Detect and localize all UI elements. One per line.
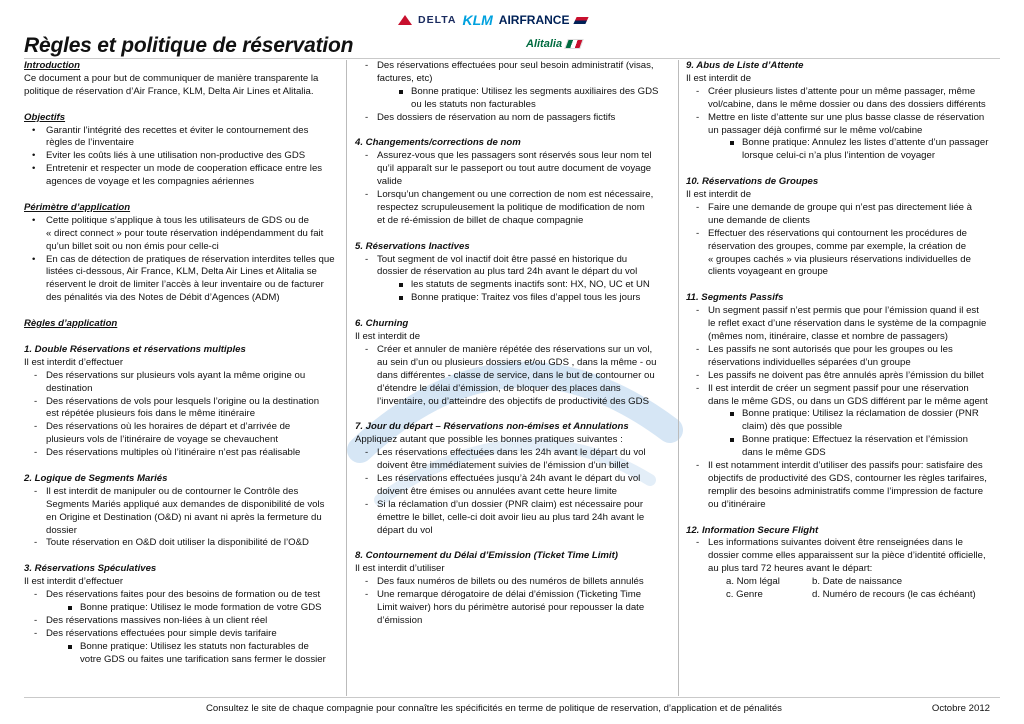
list-item: - Les informations suivantes doivent être renseignées dans le dossier comme elles apparaissent sur la pièce d’identité officielle, au plus tard 72 heures avant le départ: bbox=[686, 537, 1004, 576]
list-item: - Les passifs ne doivent pas être annulés après l’émission du billet bbox=[686, 370, 1004, 383]
list-item: - Des réservations effectuées pour simple devis tarifaire bbox=[24, 628, 342, 641]
good-practice-item: Bonne pratique: Utilisez les statuts non facturables de votre GDS ou faites une tarification sans fermer le dossier bbox=[24, 641, 342, 667]
good-practice-item: Bonne pratique: Traitez vos files d’appel tous les jours bbox=[355, 292, 673, 305]
field-label: a. Nom légal bbox=[726, 576, 780, 588]
list-item: - Une remarque dérogatoire de délai d’émission (Ticketing Time Limit waiver) hors du périmètre autorisé pour repousser la date d’émission bbox=[355, 589, 673, 628]
good-practice-item: Bonne pratique: Effectuez la réservation et l’émission dans le même GDS bbox=[686, 434, 1004, 460]
field-label: d. Numéro de recours (le cas échéant) bbox=[812, 589, 976, 601]
alitalia-flag-icon bbox=[564, 39, 584, 49]
delta-triangle-icon bbox=[398, 15, 412, 25]
list-item: - Des réservations où les horaires de départ et d’arrivée de plusieurs vols de l’itinéraire de voyage se chevauchent bbox=[24, 421, 342, 447]
list-item: • Entretenir et respecter un mode de cooperation efficace entre les agences de voyage et les compagnies aériennes bbox=[24, 163, 342, 189]
list-item: - Un segment passif n’est permis que pour l’émission quand il est le reflet exact d’une réservation dans le système de la compagnie (mêmes nom, itinéraire, classe et nombre de passagers) bbox=[686, 305, 1004, 344]
page-title: Règles et politique de réservation bbox=[24, 34, 354, 57]
logo-row-top bbox=[398, 12, 598, 28]
column-divider bbox=[346, 60, 347, 696]
footer-text: Consultez le site de chaque compagnie pour connaître les spécificités en terme de politique de reservation, d’application et de pénalités bbox=[206, 703, 782, 714]
good-practice-item: Bonne pratique: Utilisez la réclamation de dossier (PNR claim) dès que possible bbox=[686, 408, 1004, 434]
airline-logos bbox=[398, 12, 598, 58]
section-heading: 12. Information Secure Flight bbox=[686, 524, 819, 536]
section-heading: Règles d’application bbox=[24, 318, 118, 330]
good-practice-item: les statuts de segments inactifs sont: HX, NO, UC et UN bbox=[355, 279, 673, 292]
column-left bbox=[24, 60, 342, 667]
section-heading: 10. Réservations de Groupes bbox=[686, 176, 819, 188]
text-line: Il est interdit d’effectuer bbox=[24, 576, 124, 588]
text-line: Il est interdit d’effectuer bbox=[24, 356, 124, 368]
field-label: c. Genre bbox=[726, 589, 763, 601]
section-heading: Introduction bbox=[24, 60, 80, 71]
list-item: - Les réservations effectuées jusqu’à 24h avant le départ du vol doivent être émises ou annulées avant cette heure limite bbox=[355, 473, 673, 499]
list-item: - Effectuer des réservations qui contournent les procédures de réservation des groupes, comme par exemple, la création de « groupes cachés » via plusieurs réservations individuelles de clients voyageant en groupe bbox=[686, 228, 1004, 280]
list-item: - Tout segment de vol inactif doit être passé en historique du dossier de réservation au plus tard 24h avant le départ du vol bbox=[355, 254, 673, 280]
list-item: - Il est interdit de créer un segment passif pour une réservation dans le même GDS, ou dans un GDS différent par le même agent bbox=[686, 383, 1004, 409]
list-item: - Créer plusieurs listes d’attente pour un même passager, même vol/cabine, dans le même dossier ou dans des dossiers différents bbox=[686, 86, 1004, 112]
footer-date: Octobre 2012 bbox=[931, 703, 990, 714]
section-heading: 6. Churning bbox=[355, 318, 409, 330]
section-heading: 5. Réservations Inactives bbox=[355, 240, 470, 252]
section-heading: Objectifs bbox=[24, 111, 66, 123]
list-item: - Des réservations sur plusieurs vols ayant la même origine ou destination bbox=[24, 370, 342, 396]
column-middle bbox=[355, 60, 673, 628]
list-item: - Des réservations massives non-liées à un client réel bbox=[24, 615, 342, 628]
logo-row-bottom bbox=[526, 38, 582, 50]
text-line: Il est interdit d’utiliser bbox=[355, 563, 445, 575]
secure-flight-fields bbox=[686, 576, 1004, 589]
airfrance-logo: AIRFRANCE bbox=[498, 13, 570, 27]
section-heading: 2. Logique de Segments Mariés bbox=[24, 472, 168, 484]
list-item: - Des dossiers de réservation au nom de passagers fictifs bbox=[355, 112, 673, 125]
text-line: Appliquez autant que possible les bonnes pratiques suivantes : bbox=[355, 434, 623, 446]
list-item: - Des faux numéros de billets ou des numéros de billets annulés bbox=[355, 576, 673, 589]
section-heading: 4. Changements/corrections de nom bbox=[355, 137, 521, 149]
column-divider bbox=[678, 60, 679, 696]
text-line: Il est interdit de bbox=[686, 72, 752, 84]
list-item: - Si la réclamation d’un dossier (PNR claim) est nécessaire pour émettre le billet, celle-ci doit avoir lieu au plus tard 24h avant le départ du vol bbox=[355, 499, 673, 538]
list-item: - Mettre en liste d’attente sur une plus basse classe de réservation un passager déjà confirmé sur le même vol/cabine bbox=[686, 112, 1004, 138]
list-item: - Il est notamment interdit d’utiliser des passifs pour: satisfaire des objectifs de productivité des GDS, contourner les règles tarifaires, remplir des besoins administratifs comme l’impression de facture ou d’itinéraire bbox=[686, 460, 1004, 512]
list-item: - Créer et annuler de manière répétée des réservations sur un vol, au sein d’un ou plusieurs dossiers et/ou GDS , dans la même - ou dans différentes - classe de service, dans le but de contourner ou d’étendre le délai d’émission, de bloquer des places dans l’inventaire, ou d’atteindre des objectifs de productivité des GDS bbox=[355, 344, 673, 409]
list-item: • Garantir l’intégrité des recettes et éviter le contournement des règles de l’inventaire bbox=[24, 125, 342, 151]
section-heading: 9. Abus de Liste d’Attente bbox=[686, 60, 804, 71]
list-item: • En cas de détection de pratiques de réservation interdites telles que listées ci-dessous, Air France, KLM, Delta Air Lines et Alitalia se réservent le droit de limiter l’accès à leur inventaire ou de facturer des pénalités via des Notes de Débit d’Agences (ADM) bbox=[24, 254, 342, 306]
list-item: - Des réservations multiples où l’itinéraire n’est pas réalisable bbox=[24, 447, 342, 460]
list-item: - Des réservations effectuées pour seul besoin administratif (visas, factures, etc) bbox=[355, 60, 673, 86]
list-item: - Lorsqu’un changement ou une correction de nom est nécessaire, respectez scrupuleusement la politique de modification de nom et de ré-émission de billet de chaque compagnie bbox=[355, 189, 673, 228]
section-heading: 8. Contournement du Délai d’Emission (Ticket Time Limit) bbox=[355, 550, 618, 562]
text-line: politique de réservation d’Air France, KLM, Delta Air Lines et Alitalia. bbox=[24, 85, 314, 97]
airfrance-stripe-icon bbox=[574, 17, 589, 24]
section-heading: 11. Segments Passifs bbox=[686, 292, 784, 304]
header-divider bbox=[24, 58, 1000, 59]
section-heading: Périmètre d’application bbox=[24, 201, 131, 213]
secure-flight-fields bbox=[686, 589, 1004, 602]
list-item: - Les réservations effectuées dans les 24h avant le départ du vol doivent être immédiatement suivies de l’émission d’un billet bbox=[355, 447, 673, 473]
text-line: Ce document a pour but de communiquer de manière transparente la bbox=[24, 72, 319, 84]
section-heading: 3. Réservations Spéculatives bbox=[24, 563, 157, 575]
text-line: Il est interdit de bbox=[686, 189, 752, 201]
footer-divider bbox=[24, 697, 1000, 698]
column-right bbox=[686, 60, 1004, 602]
list-item: - Des réservations faites pour des besoins de formation ou de test bbox=[24, 589, 342, 602]
list-item: - Les passifs ne sont autorisés que pour les groupes ou les réservations individuelles séparées d’un groupe bbox=[686, 344, 1004, 370]
field-label: b. Date de naissance bbox=[812, 576, 903, 588]
good-practice-item: Bonne pratique: Annulez les listes d’attente d’un passager lorsque celui-ci n’a plus l’intention de voyager bbox=[686, 137, 1004, 163]
good-practice-item: Bonne pratique: Utilisez le mode formation de votre GDS bbox=[24, 602, 342, 615]
alitalia-logo: Alitalia bbox=[526, 38, 563, 50]
delta-logo: DELTA bbox=[418, 14, 457, 26]
section-heading: 1. Double Réservations et réservations multiples bbox=[24, 343, 246, 355]
list-item: - Faire une demande de groupe qui n’est pas directement liée à une demande de clients bbox=[686, 202, 1004, 228]
text-line: Il est interdit de bbox=[355, 330, 421, 342]
klm-logo: KLM bbox=[462, 12, 493, 28]
list-item: - Toute réservation en O&D doit utiliser la disponibilité de l’O&D bbox=[24, 537, 342, 550]
good-practice-item: Bonne pratique: Utilisez les segments auxiliaires des GDS ou les statuts non facturables bbox=[355, 86, 673, 112]
section-heading: 7. Jour du départ – Réservations non-émises et Annulations bbox=[355, 421, 629, 433]
list-item: - Il est interdit de manipuler ou de contourner le Contrôle des Segments Mariés appliqué aux demandes de disponibilité de vols en Origine et Destination (O&D) ni avant ni après la fermeture du dossier bbox=[24, 486, 342, 538]
list-item: • Cette politique s’applique à tous les utilisateurs de GDS ou de « direct connect » pour toute réservation indépendamment du fait qu’un billet soit ou non émis pour celle-ci bbox=[24, 215, 342, 254]
list-item: • Eviter les coûts liés à une utilisation non-productive des GDS bbox=[24, 150, 342, 163]
list-item: - Assurez-vous que les passagers sont réservés sous leur nom tel qu’il apparaît sur le passeport ou tout autre document de voyage valide bbox=[355, 150, 673, 189]
list-item: - Des réservations de vols pour lesquels l’origine ou la destination est répétée plusieurs fois dans le même itinéraire bbox=[24, 396, 342, 422]
